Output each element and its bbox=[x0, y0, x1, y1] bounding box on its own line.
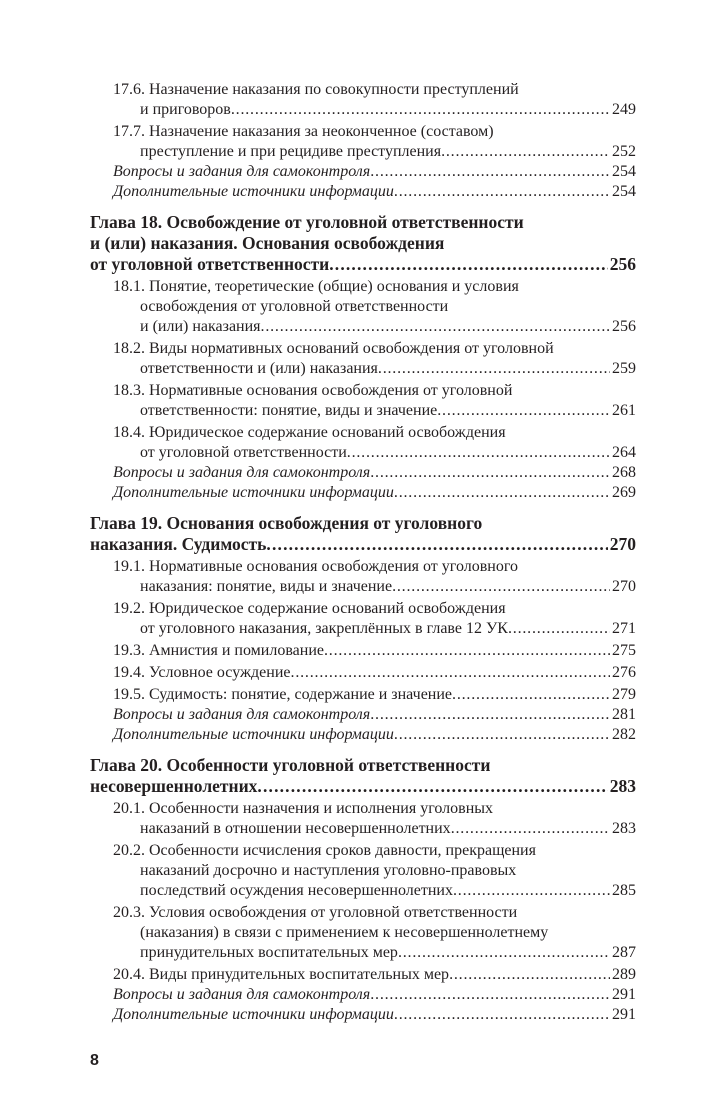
toc-extra-entry bbox=[90, 1005, 636, 1025]
toc-line bbox=[90, 443, 636, 463]
page-number: 8 bbox=[90, 1052, 99, 1069]
toc-page-number: 252 bbox=[612, 143, 636, 160]
toc-page-number: 289 bbox=[612, 966, 636, 983]
toc-extra-entry bbox=[90, 705, 636, 725]
toc-line bbox=[90, 162, 636, 182]
table-of-contents bbox=[90, 78, 636, 1025]
toc-title-text: Вопросы и задания для самоконтроля bbox=[113, 163, 371, 180]
toc-page-number: 285 bbox=[612, 882, 636, 899]
toc-title-text: освобождения от уголовной ответственности bbox=[140, 298, 449, 315]
toc-line bbox=[90, 297, 636, 317]
toc-chapter bbox=[90, 212, 636, 275]
toc-title-text: 20.3. Условия освобождения от уголовной ответственности bbox=[113, 904, 518, 921]
toc-page-number: 259 bbox=[612, 360, 636, 377]
toc-title-text: (наказания) в связи с применением к несовершеннолетнему bbox=[140, 924, 549, 941]
toc-section bbox=[90, 80, 636, 120]
toc-line bbox=[90, 557, 636, 577]
toc-title-text: Дополнительные источники информации bbox=[113, 1006, 394, 1023]
toc-section bbox=[90, 599, 636, 639]
toc-title-text: наказаний досрочно и наступления уголовно-правовых bbox=[140, 862, 517, 879]
toc-page-number: 249 bbox=[612, 101, 636, 118]
toc-page-number: 270 bbox=[612, 578, 636, 595]
toc-title-text: ответственности: понятие, виды и значение bbox=[140, 402, 438, 419]
toc-line bbox=[90, 483, 636, 503]
toc-title-text: и (или) наказания bbox=[140, 318, 261, 335]
toc-line bbox=[90, 725, 636, 745]
toc-section bbox=[90, 903, 636, 963]
toc-title-text: наказания: понятие, виды и значение bbox=[140, 578, 393, 595]
dot-leader bbox=[392, 577, 610, 597]
toc-extra-entry bbox=[90, 483, 636, 503]
toc-page-number: 268 bbox=[612, 464, 636, 481]
toc-page-number: 261 bbox=[612, 402, 636, 419]
toc-page-number: 271 bbox=[612, 620, 636, 637]
dot-leader bbox=[394, 1005, 610, 1025]
toc-chapter bbox=[90, 513, 636, 555]
toc-line bbox=[90, 401, 636, 421]
toc-line bbox=[90, 923, 636, 943]
toc-title-text: преступление и при рецидиве преступления bbox=[140, 143, 442, 160]
dot-leader bbox=[291, 663, 610, 683]
toc-line bbox=[90, 534, 636, 555]
toc-line bbox=[90, 903, 636, 923]
toc-title-text: 19.4. Условное осуждение bbox=[113, 664, 291, 681]
toc-title-text: 18.1. Понятие, теоретические (общие) основания и условия bbox=[113, 278, 519, 295]
toc-page-number: 270 bbox=[609, 534, 636, 554]
toc-extra-entry bbox=[90, 182, 636, 202]
toc-title-text: 17.7. Назначение наказания за неоконченное (составом) bbox=[113, 123, 494, 140]
toc-title-text: наказания. Судимость bbox=[90, 534, 267, 554]
toc-line bbox=[90, 254, 636, 275]
toc-page-number: 276 bbox=[612, 664, 636, 681]
toc-page-number: 291 bbox=[612, 986, 636, 1003]
toc-section bbox=[90, 965, 636, 985]
toc-line bbox=[90, 100, 636, 120]
toc-title-text: Вопросы и задания для самоконтроля bbox=[113, 986, 371, 1003]
toc-line bbox=[90, 861, 636, 881]
toc-title-text: Дополнительные источники информации bbox=[113, 726, 394, 743]
toc-line bbox=[90, 619, 636, 639]
toc-section bbox=[90, 381, 636, 421]
dot-leader bbox=[378, 359, 610, 379]
toc-line bbox=[90, 776, 636, 797]
toc-title-text: 17.6. Назначение наказания по совокупности преступлений bbox=[113, 81, 519, 98]
toc-section bbox=[90, 641, 636, 661]
toc-title-text: от уголовной ответственности bbox=[90, 254, 330, 274]
toc-title-text: 19.2. Юридическое содержание оснований освобождения bbox=[113, 600, 506, 617]
dot-leader bbox=[370, 162, 610, 182]
dot-leader bbox=[370, 705, 610, 725]
toc-section bbox=[90, 799, 636, 839]
toc-line bbox=[90, 705, 636, 725]
toc-title-text: Дополнительные источники информации bbox=[113, 484, 394, 501]
toc-line bbox=[90, 142, 636, 162]
toc-page-number: 283 bbox=[612, 820, 636, 837]
toc-title-text: Глава 20. Особенности уголовной ответственности bbox=[90, 755, 491, 775]
toc-title-text: Дополнительные источники информации bbox=[113, 183, 394, 200]
toc-section bbox=[90, 122, 636, 162]
toc-section bbox=[90, 685, 636, 705]
toc-line bbox=[90, 317, 636, 337]
toc-line bbox=[90, 339, 636, 359]
toc-page-number: 275 bbox=[612, 642, 636, 659]
toc-title-text: Глава 18. Освобождение от уголовной ответственности bbox=[90, 212, 524, 232]
toc-section bbox=[90, 277, 636, 337]
dot-leader bbox=[370, 985, 610, 1005]
dot-leader bbox=[398, 943, 610, 963]
dot-leader bbox=[508, 619, 610, 639]
toc-page-number: 291 bbox=[612, 1006, 636, 1023]
toc-title-text: и (или) наказания. Основания освобождения bbox=[90, 233, 445, 253]
toc-extra-entry bbox=[90, 162, 636, 182]
toc-title-text: наказаний в отношении несовершеннолетних bbox=[140, 820, 451, 837]
toc-page-number: 254 bbox=[612, 183, 636, 200]
dot-leader bbox=[453, 881, 610, 901]
toc-line bbox=[90, 212, 636, 233]
toc-line bbox=[90, 463, 636, 483]
toc-title-text: 19.3. Амнистия и помилование bbox=[113, 642, 324, 659]
toc-line bbox=[90, 755, 636, 776]
toc-page-number: 283 bbox=[609, 776, 636, 796]
toc-page-number: 264 bbox=[612, 444, 636, 461]
toc-section bbox=[90, 423, 636, 463]
toc-line bbox=[90, 663, 636, 683]
toc-section bbox=[90, 841, 636, 901]
toc-page-number: 281 bbox=[612, 706, 636, 723]
toc-title-text: несовершеннолетних bbox=[90, 776, 258, 796]
toc-line bbox=[90, 881, 636, 901]
toc-extra-entry bbox=[90, 725, 636, 745]
toc-title-text: 20.4. Виды принудительных воспитательных мер bbox=[113, 966, 450, 983]
toc-extra-entry bbox=[90, 985, 636, 1005]
dot-leader bbox=[394, 725, 610, 745]
toc-line bbox=[90, 381, 636, 401]
toc-line bbox=[90, 513, 636, 534]
toc-title-text: 18.3. Нормативные основания освобождения от уголовной bbox=[113, 382, 513, 399]
toc-title-text: ответственности и (или) наказания bbox=[140, 360, 378, 377]
toc-line bbox=[90, 599, 636, 619]
toc-line bbox=[90, 182, 636, 202]
dot-leader bbox=[261, 317, 610, 337]
dot-leader bbox=[257, 776, 607, 797]
toc-line bbox=[90, 423, 636, 443]
dot-leader bbox=[329, 254, 608, 275]
dot-leader bbox=[449, 965, 610, 985]
toc-title-text: от уголовного наказания, закреплённых в главе 12 УК bbox=[140, 620, 508, 637]
toc-extra-entry bbox=[90, 463, 636, 483]
dot-leader bbox=[231, 100, 610, 120]
dot-leader bbox=[394, 483, 610, 503]
toc-line bbox=[90, 277, 636, 297]
toc-section bbox=[90, 663, 636, 683]
toc-line bbox=[90, 359, 636, 379]
toc-line bbox=[90, 985, 636, 1005]
dot-leader bbox=[437, 401, 610, 421]
toc-page-number: 279 bbox=[612, 686, 636, 703]
toc-page-number: 256 bbox=[612, 318, 636, 335]
toc-page-number: 269 bbox=[612, 484, 636, 501]
toc-line bbox=[90, 799, 636, 819]
toc-line bbox=[90, 80, 636, 100]
toc-line bbox=[90, 685, 636, 705]
toc-title-text: 18.2. Виды нормативных оснований освобождения от уголовной bbox=[113, 340, 554, 357]
toc-title-text: Вопросы и задания для самоконтроля bbox=[113, 706, 371, 723]
toc-line bbox=[90, 577, 636, 597]
dot-leader bbox=[394, 182, 610, 202]
toc-line bbox=[90, 943, 636, 963]
toc-title-text: 20.2. Особенности исчисления сроков давности, прекращения bbox=[113, 842, 536, 859]
dot-leader bbox=[451, 819, 610, 839]
toc-page-number: 256 bbox=[609, 254, 636, 274]
dot-leader bbox=[370, 463, 610, 483]
toc-title-text: 19.1. Нормативные основания освобождения от уголовного bbox=[113, 558, 518, 575]
dot-leader bbox=[266, 534, 607, 555]
toc-line bbox=[90, 965, 636, 985]
toc-line bbox=[90, 122, 636, 142]
toc-title-text: последствий осуждения несовершеннолетних bbox=[140, 882, 453, 899]
toc-chapter bbox=[90, 755, 636, 797]
toc-line bbox=[90, 233, 636, 254]
toc-line bbox=[90, 819, 636, 839]
toc-title-text: принудительных воспитательных мер bbox=[140, 944, 398, 961]
toc-title-text: 18.4. Юридическое содержание оснований освобождения bbox=[113, 424, 506, 441]
toc-section bbox=[90, 339, 636, 379]
toc-title-text: Глава 19. Основания освобождения от уголовного bbox=[90, 513, 483, 533]
toc-page-number: 287 bbox=[612, 944, 636, 961]
toc-title-text: от уголовной ответственности bbox=[140, 444, 347, 461]
toc-section bbox=[90, 557, 636, 597]
toc-page-number: 282 bbox=[612, 726, 636, 743]
toc-line bbox=[90, 641, 636, 661]
toc-title-text: и приговоров bbox=[140, 101, 231, 118]
toc-title-text: 20.1. Особенности назначения и исполнения уголовных bbox=[113, 800, 494, 817]
dot-leader bbox=[347, 443, 610, 463]
toc-title-text: 19.5. Судимость: понятие, содержание и значение bbox=[113, 686, 453, 703]
toc-page-number: 254 bbox=[612, 163, 636, 180]
toc-title-text: Вопросы и задания для самоконтроля bbox=[113, 464, 371, 481]
dot-leader bbox=[324, 641, 610, 661]
dot-leader bbox=[452, 685, 610, 705]
dot-leader bbox=[441, 142, 610, 162]
toc-line bbox=[90, 841, 636, 861]
toc-line bbox=[90, 1005, 636, 1025]
